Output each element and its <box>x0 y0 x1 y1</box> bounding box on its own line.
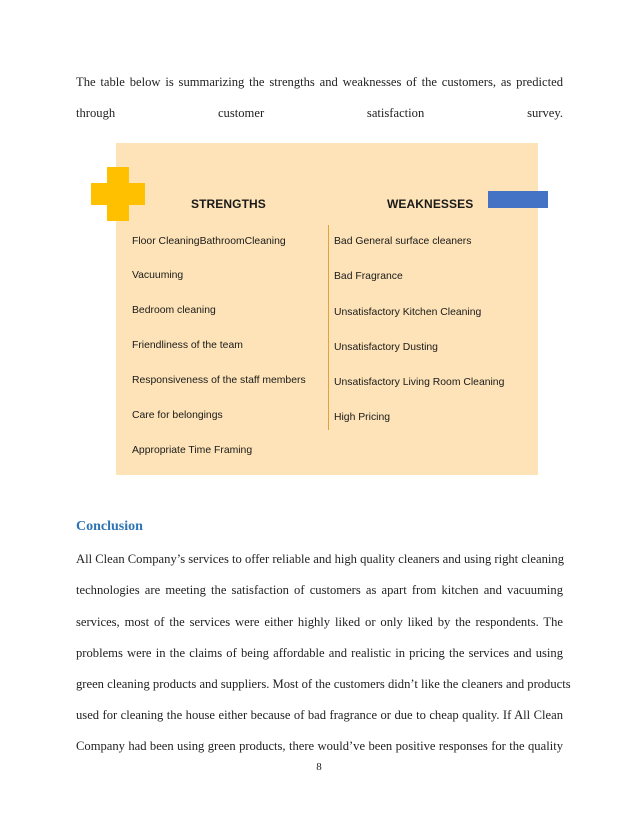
intro-word: survey. <box>527 106 563 120</box>
intro-word: customer <box>217 106 265 120</box>
conclusion-heading: Conclusion <box>76 519 143 534</box>
column-divider <box>328 225 329 430</box>
weakness-item: Unsatisfactory Living Room Cleaning <box>334 377 505 388</box>
strength-item: Bedroom cleaning <box>132 305 216 316</box>
conclusion-line: services, most of the services were either highly liked or only liked by the respondents. The <box>76 615 563 629</box>
minus-icon <box>488 191 548 208</box>
strength-item: Floor CleaningBathroomCleaning <box>132 236 286 247</box>
weakness-item: Unsatisfactory Kitchen Cleaning <box>334 307 482 318</box>
intro-word: through <box>76 106 116 120</box>
conclusion-line: used for cleaning the house either because of bad fragrance or due to cheap quality. If All Clean <box>76 708 563 722</box>
strength-item: Vacuuming <box>132 270 184 281</box>
strength-item: Care for belongings <box>132 410 223 421</box>
conclusion-line: green cleaning products and suppliers. Most of the customers didn’t like the cleaners and products <box>76 677 571 691</box>
strengths-heading: STRENGTHS <box>191 197 266 211</box>
weakness-item: Bad General surface cleaners <box>334 236 472 247</box>
conclusion-line: problems were in the claims of being affordable and realistic in pricing the services and using <box>76 646 563 660</box>
weakness-item: Unsatisfactory Dusting <box>334 342 438 353</box>
conclusion-line: Company had been using green products, there would’ve been positive responses for the quality <box>76 739 563 753</box>
weakness-item: High Pricing <box>334 412 391 423</box>
strength-item: Friendliness of the team <box>132 340 243 351</box>
strength-item: Responsiveness of the staff members <box>132 375 306 386</box>
page-number: 8 <box>316 761 322 773</box>
intro-line-2 <box>76 105 563 121</box>
conclusion-line: technologies are meeting the satisfaction of customers as apart from kitchen and vacuuming <box>76 583 563 597</box>
weakness-item: Bad Fragrance <box>334 271 403 282</box>
intro-word: satisfaction <box>366 106 425 120</box>
strength-item: Appropriate Time Framing <box>132 445 253 456</box>
plus-icon <box>91 167 145 221</box>
weaknesses-heading: WEAKNESSES <box>387 197 474 211</box>
intro-line-1: The table below is summarizing the strengths and weaknesses of the customers, as predicted <box>76 75 563 89</box>
conclusion-line: All Clean Company’s services to offer reliable and high quality cleaners and using right cleaning <box>76 552 564 566</box>
